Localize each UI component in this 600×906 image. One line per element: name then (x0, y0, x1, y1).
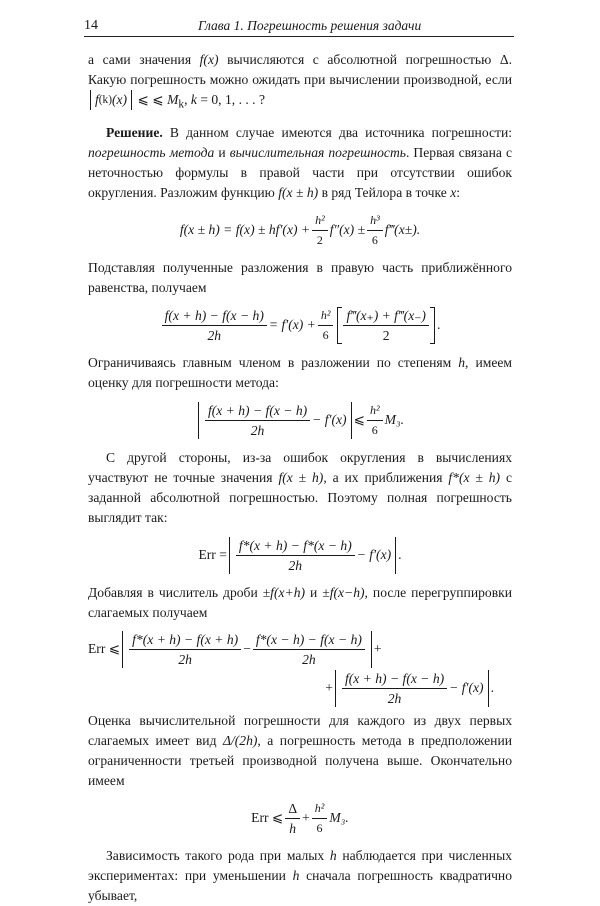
math: M₃. (384, 412, 405, 428)
denominator: 6 (371, 422, 378, 437)
fraction (343, 307, 428, 344)
paragraph-4 (88, 353, 512, 393)
text: вычисляются с абсолютной погрешностью Δ. Какую погрешность можно ожидать при вычислении производной, если (88, 52, 512, 87)
text: В данном случае имеются два источника погрешности: (162, 124, 512, 140)
numerator: h² (367, 402, 383, 421)
punctuation: . (436, 317, 441, 333)
numerator: h² (318, 307, 334, 326)
math: (x) (112, 92, 128, 107)
math: k (190, 92, 197, 107)
abs-expr (198, 402, 352, 439)
text: в ряд Тейлора в точке (318, 184, 451, 200)
fraction (285, 800, 300, 837)
numerator: f‴(x₊) + f‴(x₋) (343, 307, 428, 326)
fraction (342, 670, 447, 707)
math: f(x ± h) (278, 184, 319, 200)
math: + (302, 810, 310, 826)
math: M (167, 92, 179, 107)
text: ⩽ ⩽ (134, 92, 168, 107)
equation-method-error (88, 402, 512, 439)
math: f(x ± h) = f(x) ± hf′(x) + (179, 222, 311, 238)
numerator: h² (312, 212, 328, 231)
math: f*(x ± h) (448, 469, 501, 485)
equation-taylor (88, 212, 512, 249)
numerator: f(x + h) − f(x − h) (205, 402, 310, 421)
text: сначала погрешность квадратично убывает, (88, 867, 512, 903)
math: ±f(x−h) (322, 584, 365, 600)
equation-final (88, 800, 512, 837)
numerator: f(x + h) − f(x − h) (162, 307, 267, 326)
numerator: f(x + h) − f(x − h) (342, 670, 447, 689)
solution-label: Решение. (106, 124, 163, 140)
text: , (184, 92, 191, 107)
paragraph-6 (88, 583, 512, 623)
fraction (253, 631, 365, 668)
numerator: f*(x + h) − f(x + h) (129, 631, 241, 650)
math: f (95, 92, 99, 107)
denominator: 6 (322, 327, 329, 342)
denominator: 2 (382, 327, 390, 343)
text: Зависимость такого рода при малых (106, 847, 330, 863)
text: Ограничиваясь главным членом в разложении по степеням (88, 354, 459, 370)
math: M₃. (329, 810, 349, 826)
paragraph-1 (88, 50, 512, 115)
text: С другой стороны, из-за ошибок округления в вычислениях участвуют не точные значения (88, 449, 512, 485)
math: h (292, 867, 300, 883)
text: = 0, 1, . . . ? (196, 92, 265, 107)
equation-total-error (88, 537, 512, 574)
math: f(x ± h) (278, 469, 324, 485)
fraction (129, 631, 241, 668)
equation-substitution (88, 307, 512, 344)
text: . Первая связана с неточностью формулы в правой части при отсутствии ошибок округления. Разложим функцию (88, 144, 512, 200)
denominator: 2 (316, 232, 323, 247)
denominator: 2h (288, 557, 303, 573)
denominator: 2h (302, 651, 316, 667)
math: ⩽ (353, 412, 365, 428)
math: − f′(x) (449, 680, 484, 696)
text: и (305, 584, 323, 600)
math: ±f(x+h) (262, 584, 306, 600)
fraction (318, 307, 334, 344)
math: x (450, 184, 457, 200)
equation-line-1 (88, 631, 512, 668)
math: Err ⩽ (251, 810, 284, 826)
equation-line-2 (88, 670, 512, 707)
math: f″(x) ± (329, 222, 366, 238)
page-number: 14 (84, 18, 98, 33)
math: + (373, 641, 382, 657)
punctuation: . (398, 547, 402, 563)
text: а сами значения (88, 52, 200, 67)
fraction (162, 307, 267, 344)
denominator: 6 (371, 232, 378, 247)
abs-expr (122, 631, 372, 668)
math: h (458, 354, 466, 370)
superscript: (k) (98, 94, 112, 106)
math: Err = (198, 547, 227, 563)
denominator: 2h (387, 690, 402, 706)
emphasis: погрешность метода (88, 144, 215, 160)
math: Err ⩽ (88, 641, 121, 657)
text: Добавляя в числитель дроби (88, 584, 263, 600)
numerator: h² (312, 800, 328, 819)
text: наблюдается при численных экспериментах: при уменьшении (88, 847, 513, 883)
numerator: Δ (285, 800, 300, 819)
paragraph-5 (88, 448, 512, 528)
text: , а их приближения (323, 469, 449, 485)
paragraph-8 (88, 846, 512, 906)
text: : (456, 184, 461, 200)
abs-expr (335, 670, 489, 707)
page-body (88, 50, 512, 906)
paragraph-7 (88, 711, 512, 791)
numerator: h³ (367, 212, 383, 231)
fraction (367, 402, 383, 439)
denominator: 6 (316, 820, 323, 835)
text: Оценка вычислительной погрешности для каждого из двух первых слагаемых имеет вид (88, 712, 512, 748)
running-header (84, 16, 514, 37)
fraction (312, 212, 328, 249)
fraction (367, 212, 383, 249)
denominator: h (289, 820, 297, 836)
fraction (236, 537, 355, 574)
math: − (243, 641, 251, 657)
numerator: f*(x − h) − f(x − h) (253, 631, 365, 650)
fraction (205, 402, 310, 439)
text: , а погрешность метода в предположении ограниченности третьей производной получена выше. Окончательно имеем (88, 732, 513, 788)
math: f‴(x±). (384, 222, 421, 238)
abs-expr (90, 90, 132, 110)
math: + (325, 680, 333, 696)
chapter-title: Глава 1. Погрешность решения задачи (198, 18, 422, 33)
denominator: 2h (207, 327, 222, 343)
text: , после перегруппировки слагаемых получаем (88, 584, 512, 620)
denominator: 2h (250, 422, 265, 438)
paragraph-solution (88, 123, 512, 203)
math: = f′(x) + (268, 317, 316, 333)
punctuation: . (490, 680, 494, 696)
math: h (329, 847, 337, 863)
fraction (312, 800, 328, 837)
text: , имеем оценку для погрешности метода: (88, 354, 512, 390)
text: и (214, 144, 230, 160)
equation-regrouped (88, 631, 512, 707)
subscript: k (178, 98, 185, 111)
bracket-expr (337, 307, 434, 344)
paragraph-3: Подставляя полученные разложения в правую часть приближённого равенства, получаем (88, 259, 512, 295)
math: − f′(x) (312, 412, 347, 428)
math: f(x) (199, 52, 219, 67)
numerator: f*(x + h) − f*(x − h) (236, 537, 355, 556)
abs-expr (229, 537, 396, 574)
text: с заданной абсолютной погрешностью. Поэтому полная погрешность выглядит так: (88, 469, 512, 525)
math: Δ/(2h) (222, 732, 258, 748)
emphasis: вычислительная погрешность (229, 144, 406, 160)
denominator: 2h (178, 651, 192, 667)
math: − f′(x) (356, 547, 392, 563)
